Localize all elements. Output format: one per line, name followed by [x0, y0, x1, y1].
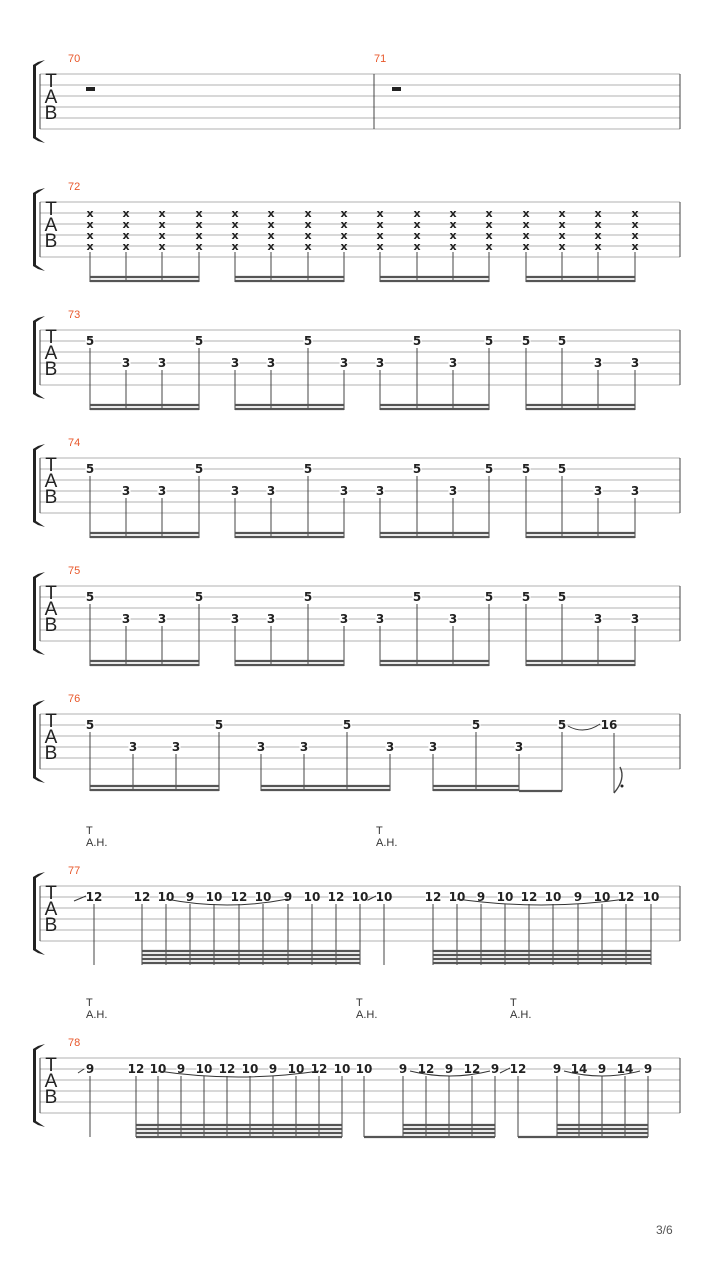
measure-number: 73 — [68, 309, 81, 321]
fret-number: 5 — [557, 462, 567, 476]
muted-note: x — [594, 240, 602, 253]
fret-number: 9 — [268, 1062, 278, 1076]
tab-clef-letter: T — [45, 1055, 57, 1076]
fret-number: 3 — [256, 740, 266, 754]
muted-note: x — [522, 207, 530, 220]
muted-note: x — [376, 229, 384, 242]
muted-note: x — [231, 207, 239, 220]
tab-clef-letter: A — [44, 215, 58, 236]
fret-number: 5 — [521, 334, 531, 348]
muted-note: x — [485, 218, 493, 231]
muted-note: x — [86, 207, 94, 220]
measure-number: 75 — [68, 565, 81, 577]
fret-number: 5 — [557, 334, 567, 348]
tab-system — [33, 997, 680, 1137]
tab-system — [33, 565, 680, 666]
tab-clef-letter: B — [44, 1087, 58, 1108]
fret-number: 3 — [375, 356, 385, 370]
fret-number: 5 — [557, 718, 567, 732]
fret-number: 3 — [171, 740, 181, 754]
fret-number: 3 — [121, 356, 131, 370]
muted-note: x — [195, 229, 203, 242]
fret-number: 10 — [149, 1062, 167, 1076]
fret-number: 5 — [85, 462, 95, 476]
fret-number: 12 — [218, 1062, 236, 1076]
fret-number: 9 — [85, 1062, 95, 1076]
tab-clef-letter: T — [45, 583, 57, 604]
fret-number: 3 — [121, 612, 131, 626]
fret-number: 3 — [630, 356, 640, 370]
fret-number: 5 — [214, 718, 224, 732]
tap-mark: T — [86, 997, 93, 1009]
muted-note: x — [158, 218, 166, 231]
fret-number: 5 — [85, 718, 95, 732]
fret-number: 5 — [303, 334, 313, 348]
muted-note: x — [304, 240, 312, 253]
muted-note: x — [631, 207, 639, 220]
fret-number: 10 — [195, 1062, 213, 1076]
system-bracket — [33, 572, 45, 655]
tab-clef-letter: B — [44, 487, 58, 508]
fret-number: 5 — [303, 462, 313, 476]
fret-number: 5 — [194, 462, 204, 476]
fret-number: 3 — [339, 484, 349, 498]
page-number: 3/6 — [656, 1223, 673, 1237]
muted-note: x — [485, 207, 493, 220]
muted-note: x — [122, 229, 130, 242]
fret-number: 5 — [521, 590, 531, 604]
fret-number: 9 — [176, 1062, 186, 1076]
muted-note: x — [485, 229, 493, 242]
muted-note: x — [558, 207, 566, 220]
fret-number: 10 — [544, 890, 562, 904]
muted-note: x — [522, 240, 530, 253]
fret-number: 3 — [230, 612, 240, 626]
rest-mark — [86, 87, 95, 91]
fret-number: 5 — [412, 334, 422, 348]
fret-number: 5 — [484, 462, 494, 476]
fret-number: 3 — [266, 612, 276, 626]
fret-number: 5 — [85, 590, 95, 604]
muted-note: x — [231, 218, 239, 231]
muted-note: x — [158, 207, 166, 220]
tab-clef-letter: A — [44, 87, 58, 108]
tab-clef-letter: A — [44, 599, 58, 620]
muted-note: x — [594, 218, 602, 231]
fret-number: 3 — [375, 612, 385, 626]
muted-note: x — [122, 218, 130, 231]
tab-clef-letter: T — [45, 327, 57, 348]
tab-clef-letter: A — [44, 471, 58, 492]
fret-number: 12 — [310, 1062, 328, 1076]
muted-note: x — [304, 207, 312, 220]
fret-number: 14 — [570, 1062, 588, 1076]
muted-note: x — [231, 229, 239, 242]
tab-clef-letter: A — [44, 899, 58, 920]
tab-clef-letter: B — [44, 615, 58, 636]
fret-number: 10 — [333, 1062, 351, 1076]
fret-number: 3 — [230, 484, 240, 498]
measure-number: 78 — [68, 1037, 81, 1049]
muted-note: x — [158, 240, 166, 253]
muted-note: x — [376, 207, 384, 220]
muted-note: x — [631, 229, 639, 242]
muted-note: x — [86, 240, 94, 253]
muted-note: x — [376, 218, 384, 231]
fret-number: 3 — [128, 740, 138, 754]
muted-note: x — [413, 218, 421, 231]
fret-number: 10 — [287, 1062, 305, 1076]
tab-system — [33, 693, 680, 793]
fret-number: 10 — [593, 890, 611, 904]
fret-number: 9 — [573, 890, 583, 904]
fret-number: 3 — [593, 484, 603, 498]
tab-clef-letter: T — [45, 711, 57, 732]
fret-number: 5 — [412, 462, 422, 476]
measure-number: 72 — [68, 181, 81, 193]
muted-note: x — [158, 229, 166, 242]
fret-number: 3 — [266, 484, 276, 498]
fret-number: 9 — [444, 1062, 454, 1076]
muted-note: x — [631, 218, 639, 231]
muted-note: x — [413, 207, 421, 220]
fret-number: 9 — [643, 1062, 653, 1076]
measure-number: 71 — [374, 53, 387, 65]
muted-note: x — [195, 240, 203, 253]
fret-number: 3 — [448, 484, 458, 498]
tap-mark: T — [510, 997, 517, 1009]
measure-number: 76 — [68, 693, 81, 705]
muted-note: x — [449, 218, 457, 231]
tab-clef-letter: A — [44, 343, 58, 364]
fret-number: 10 — [448, 890, 466, 904]
tab-system — [33, 825, 680, 965]
fret-number: 12 — [85, 890, 103, 904]
tab-systems — [33, 53, 680, 1137]
fret-number: 5 — [412, 590, 422, 604]
tap-mark: T — [356, 997, 363, 1009]
tab-clef-letter: B — [44, 103, 58, 124]
tap-mark: T — [86, 825, 93, 837]
tab-system — [33, 53, 680, 143]
fret-number: 12 — [133, 890, 151, 904]
fret-number: 12 — [463, 1062, 481, 1076]
muted-note: x — [594, 229, 602, 242]
system-bracket — [33, 700, 45, 783]
fret-number: 10 — [355, 1062, 373, 1076]
fret-number: 5 — [194, 590, 204, 604]
tab-clef-letter: B — [44, 359, 58, 380]
fret-number: 12 — [509, 1062, 527, 1076]
fret-number: 12 — [424, 890, 442, 904]
fret-number: 9 — [476, 890, 486, 904]
fret-number: 5 — [85, 334, 95, 348]
muted-note: x — [558, 218, 566, 231]
fret-number: 3 — [339, 612, 349, 626]
artificial-harmonic-mark: A.H. — [356, 1009, 378, 1021]
fret-number: 3 — [630, 484, 640, 498]
fret-number: 9 — [552, 1062, 562, 1076]
muted-note: x — [122, 207, 130, 220]
artificial-harmonic-mark: A.H. — [86, 1009, 108, 1021]
fret-number: 5 — [194, 334, 204, 348]
system-bracket — [33, 444, 45, 527]
fret-number: 9 — [185, 890, 195, 904]
fret-number: 3 — [448, 612, 458, 626]
muted-note: x — [340, 218, 348, 231]
tab-system — [33, 309, 680, 410]
fret-number: 10 — [496, 890, 514, 904]
muted-note: x — [340, 229, 348, 242]
muted-note: x — [522, 229, 530, 242]
dot-mark — [621, 785, 624, 788]
fret-number: 5 — [342, 718, 352, 732]
system-bracket — [33, 60, 45, 143]
fret-number: 5 — [471, 718, 481, 732]
muted-note: x — [267, 229, 275, 242]
muted-note: x — [340, 240, 348, 253]
tab-clef-letter: A — [44, 1071, 58, 1092]
muted-note: x — [413, 229, 421, 242]
tab-clef-letter: A — [44, 727, 58, 748]
tab-system — [33, 437, 680, 538]
fret-number: 12 — [127, 1062, 145, 1076]
rest-mark — [392, 87, 401, 91]
fret-number: 3 — [630, 612, 640, 626]
tap-mark: T — [376, 825, 383, 837]
system-bracket — [33, 316, 45, 399]
muted-note: x — [340, 207, 348, 220]
muted-note: x — [267, 240, 275, 253]
fret-number: 14 — [616, 1062, 634, 1076]
system-bracket — [33, 1044, 45, 1127]
tab-clef-letter: B — [44, 231, 58, 252]
fret-number: 9 — [490, 1062, 500, 1076]
fret-number: 3 — [593, 612, 603, 626]
fret-number: 5 — [484, 590, 494, 604]
muted-note: x — [631, 240, 639, 253]
muted-note: x — [594, 207, 602, 220]
muted-note: x — [86, 218, 94, 231]
artificial-harmonic-mark: A.H. — [86, 837, 108, 849]
fret-number: 3 — [385, 740, 395, 754]
muted-note: x — [485, 240, 493, 253]
fret-number: 3 — [157, 356, 167, 370]
fret-number: 3 — [157, 484, 167, 498]
fret-number: 10 — [241, 1062, 259, 1076]
muted-note: x — [449, 207, 457, 220]
muted-note: x — [522, 218, 530, 231]
fret-number: 5 — [521, 462, 531, 476]
muted-note: x — [413, 240, 421, 253]
slide-mark — [78, 1069, 84, 1073]
measure-number: 74 — [68, 437, 81, 449]
tab-clef-letter: B — [44, 743, 58, 764]
system-bracket — [33, 188, 45, 271]
fret-number: 3 — [266, 356, 276, 370]
muted-note: x — [86, 229, 94, 242]
fret-number: 10 — [351, 890, 369, 904]
fret-number: 3 — [299, 740, 309, 754]
fret-number: 12 — [520, 890, 538, 904]
artificial-harmonic-mark: A.H. — [510, 1009, 532, 1021]
measure-number: 70 — [68, 53, 81, 65]
fret-number: 10 — [205, 890, 223, 904]
fret-number: 10 — [642, 890, 660, 904]
fret-number: 5 — [484, 334, 494, 348]
muted-note: x — [558, 229, 566, 242]
fret-number: 3 — [157, 612, 167, 626]
measure-number: 77 — [68, 865, 81, 877]
tab-system — [33, 181, 680, 282]
muted-note: x — [122, 240, 130, 253]
fret-number: 9 — [283, 890, 293, 904]
fret-number: 10 — [375, 890, 393, 904]
system-bracket — [33, 872, 45, 955]
tab-clef-letter: T — [45, 455, 57, 476]
fret-number: 3 — [448, 356, 458, 370]
fret-number: 12 — [417, 1062, 435, 1076]
muted-note: x — [558, 240, 566, 253]
fret-number: 3 — [593, 356, 603, 370]
muted-note: x — [195, 218, 203, 231]
fret-number: 3 — [121, 484, 131, 498]
muted-note: x — [267, 218, 275, 231]
muted-note: x — [195, 207, 203, 220]
fret-number: 9 — [597, 1062, 607, 1076]
tab-clef-letter: T — [45, 71, 57, 92]
muted-note: x — [304, 218, 312, 231]
fret-number: 10 — [254, 890, 272, 904]
fret-number: 12 — [327, 890, 345, 904]
muted-note: x — [267, 207, 275, 220]
note-flag — [614, 767, 622, 793]
fret-number: 3 — [375, 484, 385, 498]
tab-clef-letter: T — [45, 883, 57, 904]
fret-number: 3 — [428, 740, 438, 754]
muted-note: x — [376, 240, 384, 253]
fret-number: 9 — [398, 1062, 408, 1076]
tab-clef-letter: B — [44, 915, 58, 936]
muted-note: x — [231, 240, 239, 253]
artificial-harmonic-mark: A.H. — [376, 837, 398, 849]
muted-note: x — [449, 229, 457, 242]
tab-clef-letter: T — [45, 199, 57, 220]
fret-number: 16 — [600, 718, 618, 732]
fret-number: 12 — [230, 890, 248, 904]
fret-number: 5 — [557, 590, 567, 604]
fret-number: 3 — [514, 740, 524, 754]
muted-note: x — [304, 229, 312, 242]
fret-number: 3 — [230, 356, 240, 370]
fret-number: 3 — [339, 356, 349, 370]
fret-number: 5 — [303, 590, 313, 604]
fret-number: 10 — [303, 890, 321, 904]
fret-number: 12 — [617, 890, 635, 904]
fret-number: 10 — [157, 890, 175, 904]
muted-note: x — [449, 240, 457, 253]
